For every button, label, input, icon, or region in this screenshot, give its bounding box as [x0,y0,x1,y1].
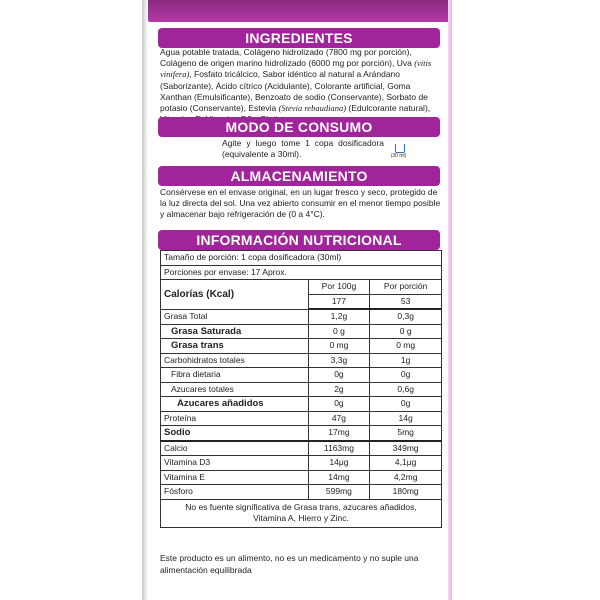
ingredients-italic-2: (Stevia rebaudiana) [278,103,347,114]
storage-text: Consérvese en el envase original, en un lugar fresco y seco, protegido de la luz directa del sol. Una vez abierto consumir en el menor tiempo posible y almacenar bajo refrigeración de (0 a 4°C). [160,187,441,220]
row-per100: 14μg [308,456,370,471]
background-left [0,0,145,600]
nutrition-note: No es fuente significativa de Grasa trans, azucares añadidos, Vitamina A, Hierro y Zinc. [161,499,442,527]
row-per100: 1,2g [308,309,370,324]
table-row [161,382,442,397]
row-per100: 0g [308,397,370,412]
table-row [161,368,442,383]
row-portion: 0g [370,397,442,412]
row-label: Fósforo [161,485,309,500]
servings-per-container: Porciones por envase: 17 Aprox. [161,265,442,280]
calories-100g: 177 [308,294,370,309]
ingredients-text-1: Agua potable tratada, Colágeno hidrolizado (7800 mg por porción), Colágeno de origen marino hidrolizado (6000 mg por porción), Uva [160,47,415,69]
row-per100: 0 mg [308,339,370,354]
table-row [161,441,442,456]
row-portion: 0 g [370,324,442,339]
table-row [161,485,442,500]
table-row [161,470,442,485]
row-label: Vitamina D3 [161,456,309,471]
row-portion: 0g [370,368,442,383]
row-per100: 17mg [308,426,370,441]
table-row [161,411,442,426]
row-portion: 0 mg [370,339,442,354]
disclaimer-text: Este producto es un alimento, no es un medicamento y no suple una alimentación equilibrada [160,553,419,575]
background-right [452,0,600,600]
serving-size: Tamaño de porción: 1 copa dosificadora (30ml) [161,251,442,266]
note-row [161,499,442,527]
column-header-row [161,280,442,295]
row-per100: 0 g [308,324,370,339]
ingredients-text [160,47,442,125]
table-row [161,426,442,441]
row-label: Proteína [161,411,309,426]
row-label: Azucares totales [161,382,309,397]
ingredients-italic-1: (vitis vinifera) [160,58,432,80]
row-per100: 1163mg [308,441,370,456]
row-portion: 4,2mg [370,470,442,485]
table-row [161,339,442,354]
consumption-header: MODO DE CONSUMO [158,117,440,137]
nutrition-table [160,250,442,528]
row-per100: 3,3g [308,353,370,368]
table-row [161,309,442,324]
table-row [161,456,442,471]
top-purple-band [148,0,452,22]
row-label: Fibra dietaria [161,368,309,383]
row-label: Grasa Saturada [161,324,309,339]
row-per100: 0g [308,368,370,383]
row-label: Vitamina E [161,470,309,485]
row-portion: 5mg [370,426,442,441]
ingredients-text-3: (Edulcorante natural), [348,103,431,114]
row-label: Calcio [161,441,309,456]
row-label: Azucares añadidos [161,397,309,412]
row-label: Carbohidratos totales [161,353,309,368]
calories-label: Calorías (Kcal) [161,280,309,310]
ingredients-text-2: , Fosfato tricálcico, Sabor idéntico al natural a Arándano (Saborizante), Ácido cítrico (Acidulante), Colorante artificial, Goma Xanthan (Emulsificante), Benzoato de sodio (Conservante), Sorbato de potasio (Conservante), Estevia [160,69,428,114]
table-row [161,324,442,339]
row-portion: 4,1μg [370,456,442,471]
cup-label: (30 ml) [390,153,407,159]
row-per100: 14mg [308,470,370,485]
row-portion: 180mg [370,485,442,500]
row-label: Grasa Total [161,309,309,324]
row-label: Grasa trans [161,339,309,354]
servings-row [161,265,442,280]
col-per-portion: Por porción [370,280,442,295]
consumption-text: Agite y luego tome 1 copa dosificadora (equivalente a 30ml). [222,138,384,160]
row-per100: 599mg [308,485,370,500]
table-row [161,353,442,368]
serving-size-row [161,251,442,266]
row-portion: 349mg [370,441,442,456]
table-row [161,397,442,412]
nutrition-header: INFORMACIÓN NUTRICIONAL [158,230,440,250]
row-per100: 47g [308,411,370,426]
row-portion: 0,3g [370,309,442,324]
measuring-cup-icon [390,144,407,166]
col-per-100g: Por 100g [308,280,370,295]
row-label: Sodio [161,426,309,441]
row-portion: 14g [370,411,442,426]
calories-portion: 53 [370,294,442,309]
ingredients-header: INGREDIENTES [158,28,440,48]
row-portion: 0,6g [370,382,442,397]
row-portion: 1g [370,353,442,368]
row-per100: 2g [308,382,370,397]
storage-header: ALMACENAMIENTO [158,166,440,186]
